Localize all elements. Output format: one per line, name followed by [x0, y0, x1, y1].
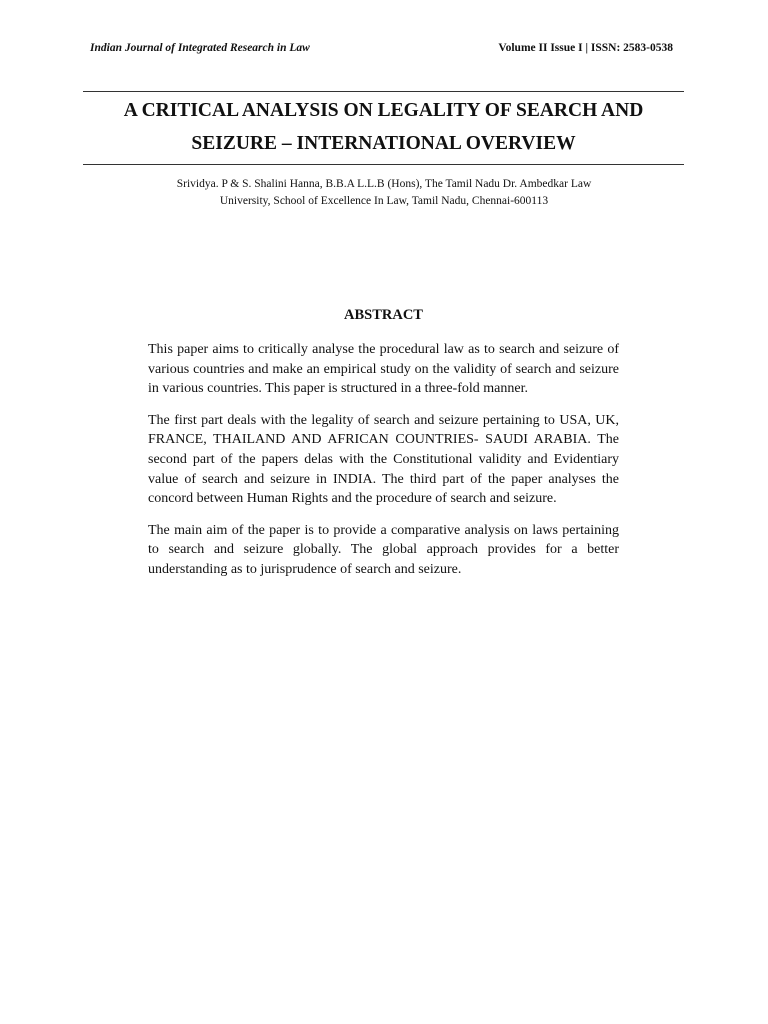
abstract-paragraph: The first part deals with the legality of search and seizure pertaining to USA, UK, FRANCE, THAILAND AND AFRICAN COUNTRIES- SAUDI ARABIA. The second part of the papers delas with the Constitutional validity and Evidentiary value of search and seizure in INDIA. The third part of the paper analyses the concord between Human Rights and the procedure of search and seizure. [148, 412, 619, 507]
paper-title [83, 94, 684, 160]
author-line-1: Srividya. P & S. Shalini Hanna, B.B.A L.L.B (Hons), The Tamil Nadu Dr. Ambedkar Law [176, 178, 592, 190]
title-top-rule [83, 91, 684, 92]
volume-issn: Volume II Issue I | ISSN: 2583-0538 [498, 42, 673, 54]
running-header [90, 42, 673, 54]
title-bottom-rule [83, 164, 684, 165]
abstract-paragraph: This paper aims to critically analyse the procedural law as to search and seizure of various countries and make an empirical study on the validity of search and seizure in various countries. This paper is structured in a three-fold manner. [148, 342, 619, 397]
abstract-paragraph: The main aim of the paper is to provide a comparative analysis on laws pertaining to search and seizure globally. The global approach provides for a better understanding as to jurisprudence of search and seizure. [148, 522, 619, 577]
abstract-heading: ABSTRACT [344, 307, 423, 323]
paper-title-line-1: A CRITICAL ANALYSIS ON LEGALITY OF SEARCH AND [123, 100, 644, 121]
paper-title-line-2: SEIZURE – INTERNATIONAL OVERVIEW [191, 133, 576, 154]
author-affiliation [140, 176, 628, 210]
abstract-body [148, 340, 619, 592]
journal-name: Indian Journal of Integrated Research in Law [90, 42, 310, 54]
author-line-2: University, School of Excellence In Law, Tamil Nadu, Chennai-600113 [219, 195, 549, 207]
